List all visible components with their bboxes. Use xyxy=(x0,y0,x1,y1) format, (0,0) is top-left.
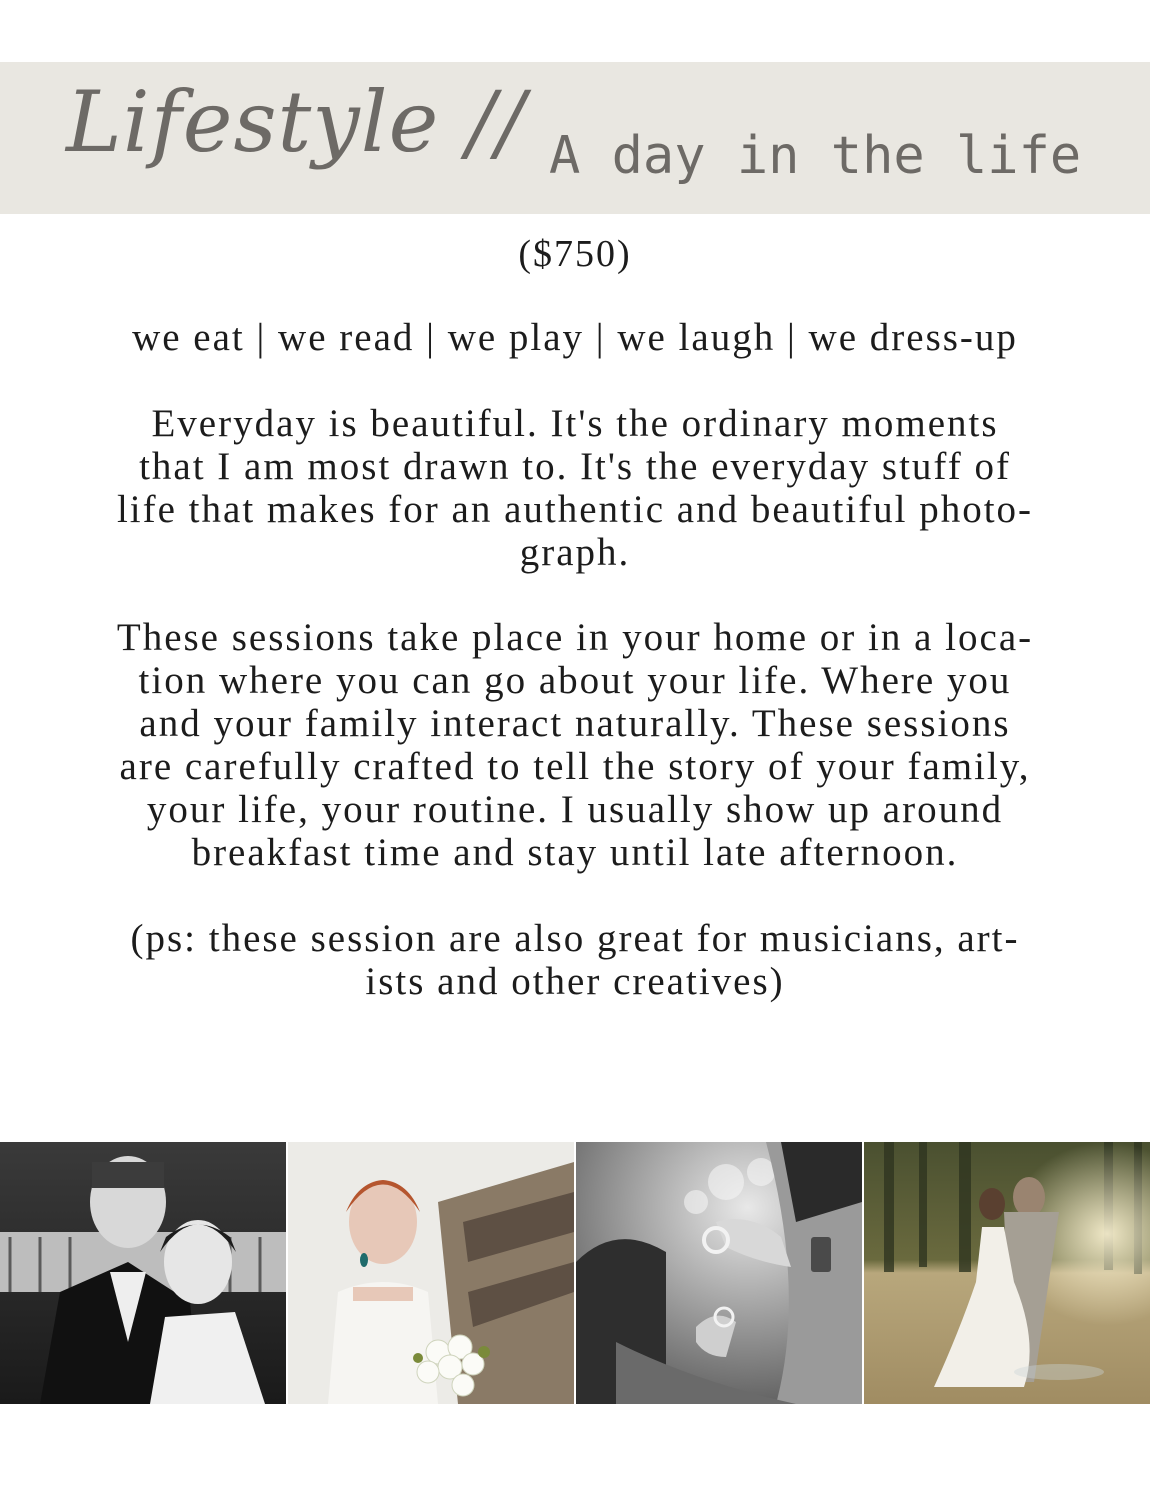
photo-rings xyxy=(576,1142,862,1404)
paragraph-line: tion where you can go about your life. Where you xyxy=(138,659,1012,702)
photo-couple-portrait xyxy=(0,1142,286,1404)
paragraph-line: life that makes for an authentic and beautiful photo- xyxy=(116,488,1034,531)
paragraph-sessions xyxy=(0,616,1150,874)
photo-couple-field xyxy=(864,1142,1150,1404)
paragraph-line: that I am most drawn to. It's the everyday stuff of xyxy=(139,445,1011,488)
paragraph-line: Everyday is beautiful. It's the ordinary moments xyxy=(151,402,999,445)
paragraph-line: These sessions take place in your home or in a loca- xyxy=(116,616,1034,659)
activities-line: we eat | we read | we play | we laugh | we dress-up xyxy=(132,316,1018,359)
paragraph-ps xyxy=(0,917,1150,1003)
price: ($750) xyxy=(518,233,632,275)
paragraph-line: graph. xyxy=(519,531,631,574)
paragraph-line: (ps: these session are also great for musicians, art- xyxy=(130,917,1020,960)
paragraph-line: your life, your routine. I usually show up around xyxy=(146,788,1004,831)
header-subtitle: A day in the life xyxy=(549,126,1082,186)
paragraph-line: are carefully crafted to tell the story of your family, xyxy=(119,745,1031,788)
paragraph-line: breakfast time and stay until late afternoon. xyxy=(191,831,959,874)
photo-strip xyxy=(0,1142,1150,1404)
paragraph-intro xyxy=(0,402,1150,574)
photo-bride-bouquet xyxy=(288,1142,574,1404)
paragraph-line: ists and other creatives) xyxy=(365,960,785,1003)
header-script-title: Lifestyle // xyxy=(66,73,526,171)
paragraph-line: and your family interact naturally. These sessions xyxy=(139,702,1011,745)
